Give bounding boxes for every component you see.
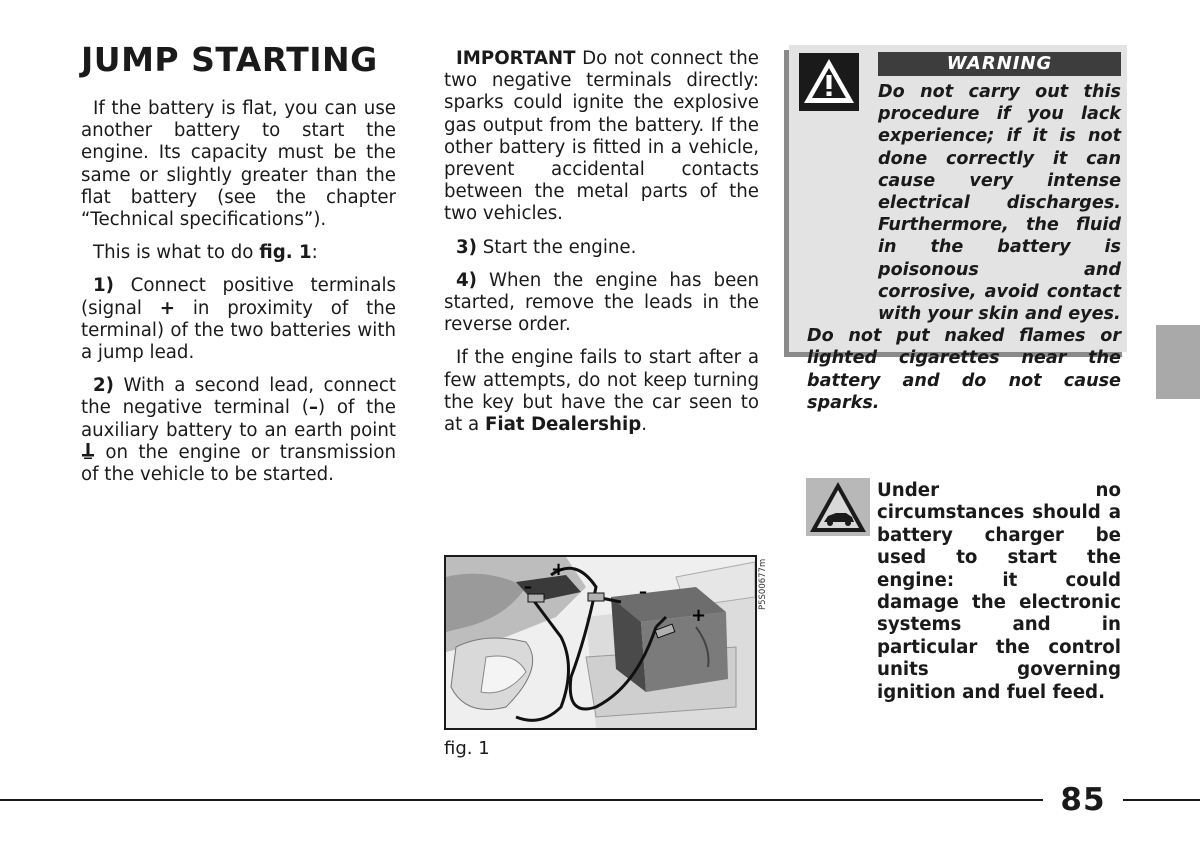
intro-paragraph: If the battery is flat, you can use another battery to start the engine. Its capacity must be the same or slightly greater than the flat battery (see the chapter “Technical specifications”). [81, 98, 396, 231]
dealership-name: Fiat Dealership [484, 414, 642, 436]
figure-plus-label: + [551, 559, 567, 580]
battery-jump-illustration [446, 557, 755, 728]
step-number: 3) [456, 236, 477, 258]
failure-paragraph: If the engine fails to start after a few attempts, do not keep turning the key but have the car seen to at a Fiat Dealership. [444, 347, 759, 436]
figure-caption: fig. 1 [444, 738, 490, 759]
minus-sign: – [308, 397, 318, 419]
step-number: 2) [93, 375, 114, 397]
step-number: 1) [93, 275, 114, 297]
page-number: 85 [1060, 782, 1106, 818]
page-title: JUMP STARTING [81, 40, 378, 79]
footer-rule-right [1123, 799, 1200, 801]
earth-ground-icon [81, 443, 95, 461]
warning-text [807, 81, 1121, 414]
chapter-side-tab [1156, 325, 1200, 399]
important-label: IMPORTANT [456, 48, 576, 69]
warning-paragraph-2: Do not put naked flames or lighted cigarettes near the battery and do not cause sparks. [807, 326, 1121, 413]
figure-plus-label: + [691, 605, 707, 626]
plus-sign: + [159, 297, 175, 319]
step-4: 4) When the engine has been started, remove the leads in the reverse order. [444, 269, 759, 336]
warning-box [789, 45, 1127, 413]
footer-rule-left [0, 799, 1043, 801]
column-left [81, 98, 396, 497]
caution-note [807, 480, 1121, 704]
figure-minus-label: – [639, 582, 647, 601]
figure-code: P5S00677m [758, 558, 768, 610]
figure-reference: fig. 1 [259, 242, 312, 264]
instruction-lead: This is what to do fig. 1: [93, 242, 318, 264]
step-1: 1) Connect positive terminals (signal + in proximity of the terminal) of the two batteries with a jump lead. [81, 275, 396, 364]
jump-start-figure [444, 555, 757, 730]
step-2: 2) With a second lead, connect the negative terminal (–) of the auxiliary battery to an earth point on the engine or transmission of the vehicle to be started. [81, 375, 396, 486]
warning-paragraph-1: Do not carry out this procedure if you lack experience; if it is not done correctly it can cause very intense electrical discharges. Furthermore, the fluid in the battery is poisonous and corrosive, avoid contact with your skin and eyes. [878, 82, 1121, 325]
column-middle [444, 48, 759, 447]
step-3: 3) Start the engine. [456, 236, 637, 258]
important-paragraph: IMPORTANT Do not connect the two negative terminals directly: sparks could ignite the explosive gas output from the battery. If the other battery is fitted in a vehicle, prevent accidental contacts between the metal parts of the two vehicles. [444, 48, 759, 225]
caution-paragraph: Under no circumstances should a battery charger be used to start the engine: it could damage the electronic systems and in particular the control units governing ignition and fuel feed. [877, 480, 1121, 703]
warning-header: WARNING [878, 52, 1121, 76]
step-number: 4) [456, 269, 477, 291]
figure-minus-label: – [524, 577, 532, 596]
